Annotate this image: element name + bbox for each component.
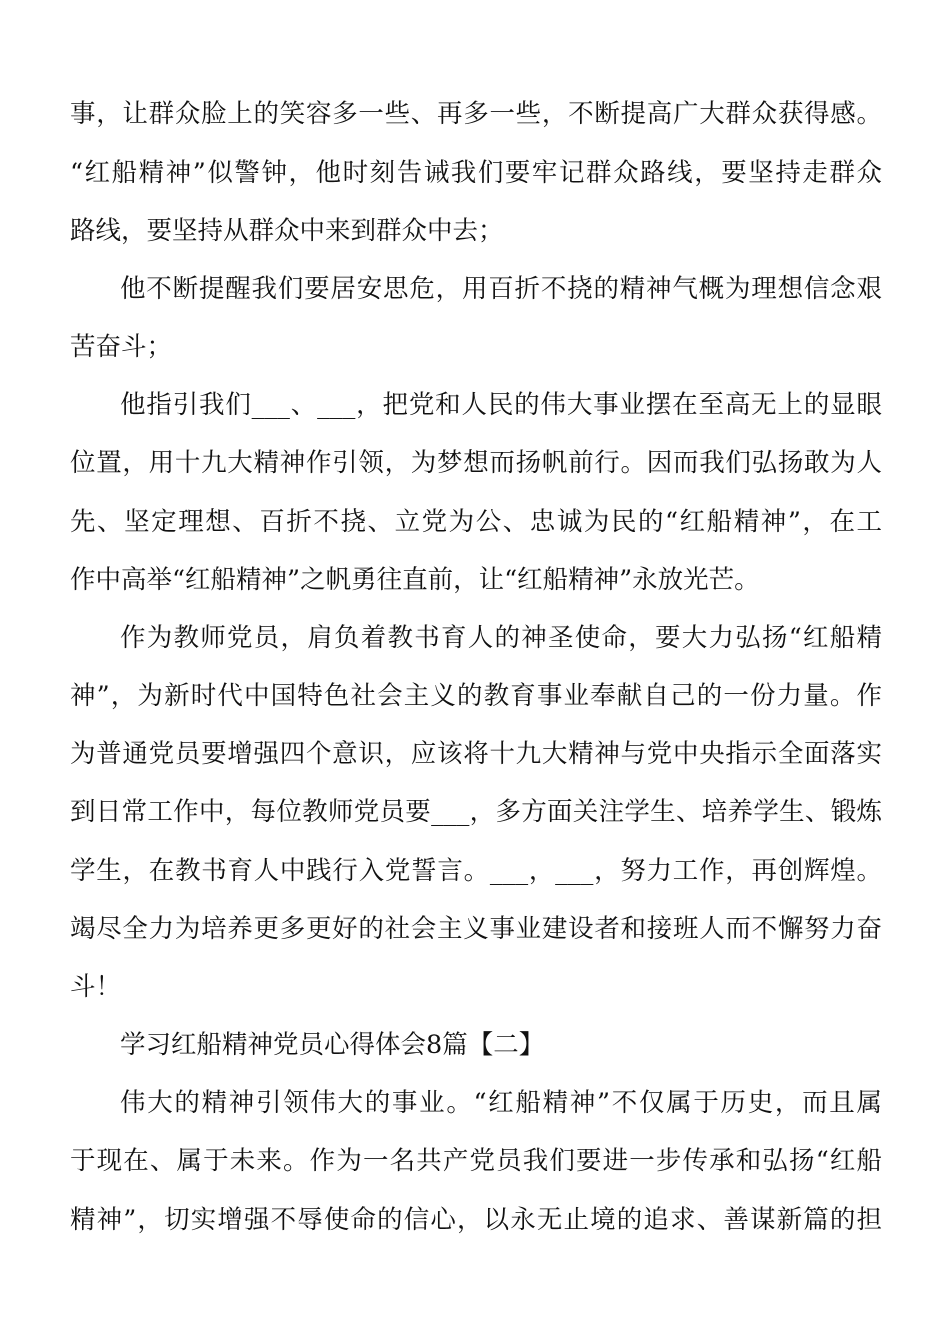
text-line: 他不断提醒我们要居安思危，用百折不挠的精神气概为理想信念艰 xyxy=(120,274,882,304)
text-line: 事，让群众脸上的笑容多一些、再多一些，不断提高广大群众获得感。 xyxy=(70,99,882,129)
text-line: 他指引我们___、___，把党和人民的伟大事业摆在至高无上的显眼 xyxy=(120,390,882,420)
text-line: 于现在、属于未来。作为一名共产党员我们要进一步传承和弘扬“红船 xyxy=(70,1146,882,1176)
text-line: 斗！ xyxy=(70,972,122,1002)
text-line: 路线，要坚持从群众中来到群众中去； xyxy=(70,216,504,246)
text-line: 位置，用十九大精神作引领，为梦想而扬帆前行。因而我们弘扬敢为人 xyxy=(70,448,882,478)
text-line: 作中高举“红船精神”之帆勇往直前，让“红船精神”永放光芒。 xyxy=(70,565,760,595)
text-line: 学生，在教书育人中践行入党誓言。___，___，努力工作，再创辉煌。 xyxy=(70,856,882,886)
text-line: 伟大的精神引领伟大的事业。“红船精神”不仅属于历史，而且属 xyxy=(120,1088,882,1118)
text-line: 先、坚定理想、百折不挠、立党为公、忠诚为民的“红船精神”，在工 xyxy=(70,507,882,537)
text-line: 为普通党员要增强四个意识，应该将十九大精神与党中央指示全面落实 xyxy=(70,739,882,769)
text-line: “红船精神”似警钟，他时刻告诫我们要牢记群众路线，要坚持走群众 xyxy=(70,158,882,188)
text-line: 苦奋斗； xyxy=(70,332,173,362)
text-line: 竭尽全力为培养更多更好的社会主义事业建设者和接班人而不懈努力奋 xyxy=(70,914,882,944)
text-line: 神”，为新时代中国特色社会主义的教育事业奉献自己的一份力量。作 xyxy=(70,681,882,711)
section-heading: 学习红船精神党员心得体会8篇【二】 xyxy=(120,1030,545,1060)
text-line: 到日常工作中，每位教师党员要___，多方面关注学生、培养学生、锻炼 xyxy=(70,797,882,827)
text-line: 作为教师党员，肩负着教书育人的神圣使命，要大力弘扬“红船精 xyxy=(120,623,882,653)
text-line: 精神”，切实增强不辱使命的信心，以永无止境的追求、善谋新篇的担 xyxy=(70,1205,882,1235)
